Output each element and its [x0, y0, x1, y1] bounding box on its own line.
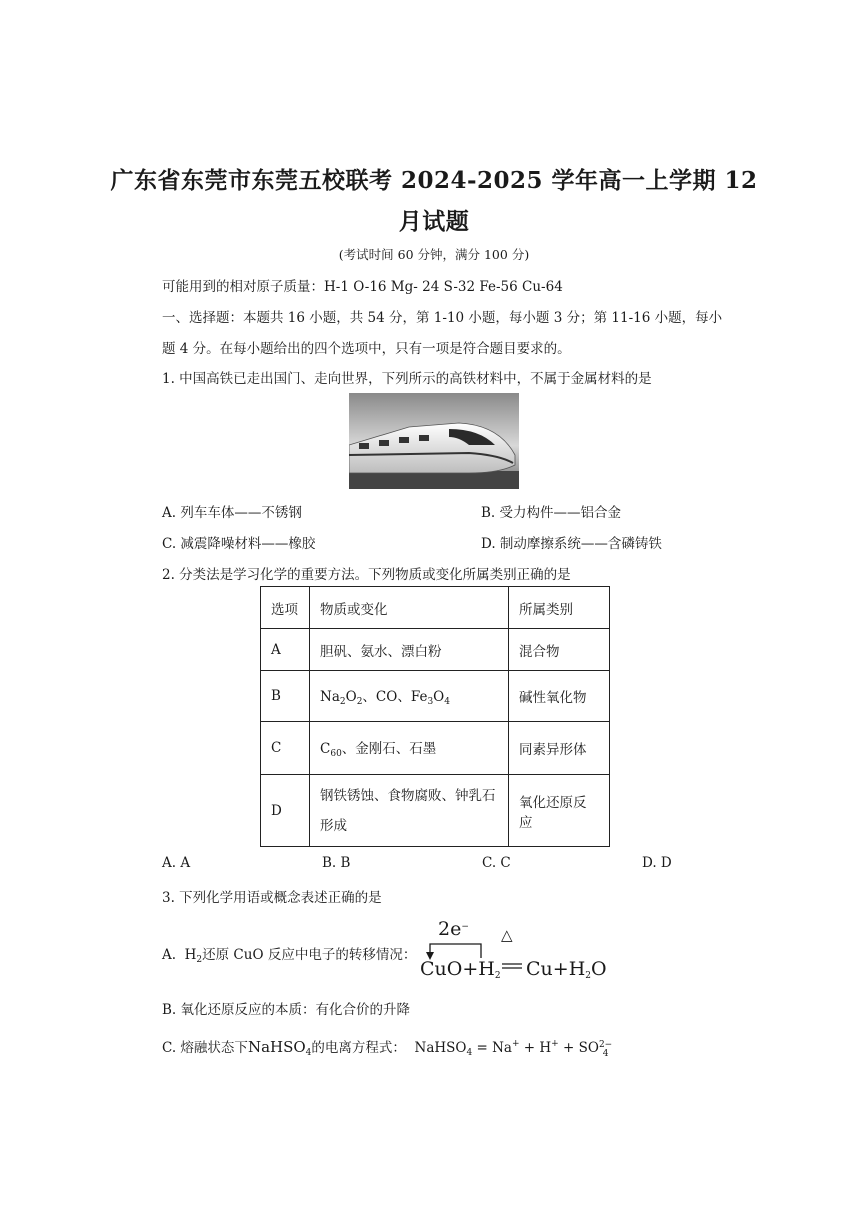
table-cell-option: D [261, 775, 310, 847]
table-row [261, 629, 610, 671]
q2-choice-b: B. B [322, 855, 351, 871]
q1-option-c: C. 减震降噪材料——橡胶 [162, 536, 316, 552]
table-cell-option: B [261, 671, 310, 722]
table-cell-formula-c: $C_{60}$、金刚石、石墨 [310, 722, 509, 775]
q3-stem: 3. 下列化学用语或概念表述正确的是 [162, 890, 382, 906]
table-cell-option: A [261, 629, 310, 671]
table-cell-category: 同素异形体 [509, 722, 610, 775]
equation-reactants: $CuO+H_2$ [420, 958, 501, 981]
q3-option-a: A. $H_2$还原 CuO 反应中电子的转移情况： [162, 947, 417, 965]
table-cell-substance: 钢铁锈蚀、食物腐败、钟乳石形成 [310, 775, 509, 847]
q2-stem: 2. 分类法是学习化学的重要方法。下列物质或变化所属类别正确的是 [162, 567, 571, 583]
table-header-row [261, 587, 610, 629]
q3-option-c-prefix: C. 熔融状态下 [162, 1040, 248, 1056]
q2-table [260, 586, 610, 847]
ionization-equation: NaHSO$_4$ = Na+ + H+ + SO 2− 4 [414, 1039, 613, 1059]
table-cell-option: C [261, 722, 310, 775]
table-header: 物质或变化 [310, 587, 509, 629]
equation-products: $Cu+H_2O$ [526, 958, 607, 981]
table-cell-category: 混合物 [509, 629, 610, 671]
table-row [261, 722, 610, 775]
q2-choice-d: D. D [642, 855, 672, 871]
q2-choice-a: A. A [162, 855, 191, 871]
table-cell-substance: 胆矾、氨水、漂白粉 [310, 629, 509, 671]
page-title: 广东省东莞市东莞五校联考 2024-2025 学年高一上学期 12 [110, 167, 758, 194]
page-title-line2: 月试题 [398, 208, 470, 235]
table-header: 所属类别 [509, 587, 610, 629]
q1-option-d: D. 制动摩擦系统——含磷铸铁 [481, 536, 662, 552]
table-cell-category: 碱性氧化物 [509, 671, 610, 722]
table-cell-category: 氧化还原反应 [509, 775, 610, 847]
section-instructions-line1: 一、选择题：本题共 16 小题，共 54 分，第 1-10 小题，每小题 3 分；第 11-16 小题，每小 [162, 310, 723, 326]
q3-option-c: C. 熔融状态下NaHSO$_4$的电离方程式： NaHSO$_4$ = Na+ + H+ + SO 2− 4 [162, 1038, 613, 1059]
table-cell-formula-b: $Na_2O_2$、CO、$Fe_3O_4$ [310, 671, 509, 722]
table-header: 选项 [261, 587, 310, 629]
q1-option-a: A. 列车车体——不锈钢 [162, 505, 302, 521]
q1-option-b: B. 受力构件——铝合金 [481, 505, 622, 521]
table-row [261, 775, 610, 847]
q1-stem: 1. 中国高铁已走出国门、走向世界，下列所示的高铁材料中，不属于金属材料的是 [162, 371, 652, 387]
q3-option-b: B. 氧化还原反应的本质：有化合价的升降 [162, 1002, 411, 1018]
atomic-masses: 可能用到的相对原子质量：H-1 O-16 Mg- 24 S-32 Fe-56 Cu-64 [162, 279, 563, 295]
heat-symbol: △ [501, 926, 513, 944]
electron-label: 2e− [438, 918, 469, 940]
q3-option-a-text: 还原 CuO 反应中电子的转移情况： [202, 947, 417, 963]
q3-option-a-prefix: A. [162, 947, 177, 963]
section-instructions-line2: 题 4 分。在每小题给出的四个选项中，只有一项是符合题目要求的。 [162, 341, 571, 357]
table-row [261, 671, 610, 722]
q2-choice-c: C. C [482, 855, 511, 871]
q3-option-c-mid: 的电离方程式： [311, 1040, 406, 1056]
high-speed-train-image [349, 393, 519, 489]
electron-transfer-equation [418, 918, 618, 980]
exam-info: (考试时间 60 分钟，满分 100 分) [338, 247, 530, 262]
